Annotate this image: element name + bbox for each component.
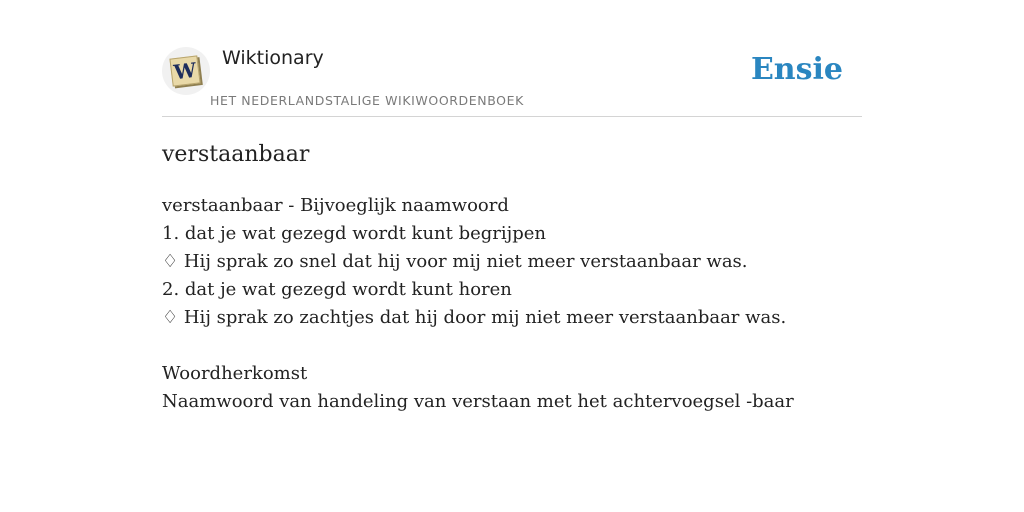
wiktionary-logo-icon[interactable] [162, 47, 210, 95]
logo-letter: W [172, 57, 198, 85]
etymology-text: Naamwoord van handeling van verstaan met het achtervoegsel -baar [162, 391, 794, 412]
page-title: verstaanbaar [162, 142, 310, 167]
definition-2: 2. dat je wat gezegd wordt kunt horen [162, 279, 512, 300]
ensie-brand-link[interactable]: Ensie [750, 52, 843, 87]
site-header [162, 44, 862, 117]
part-of-speech-line: verstaanbaar - Bijvoeglijk naamwoord [162, 195, 509, 216]
site-tagline: HET NEDERLANDSTALIGE WIKIWOORDENBOEK [210, 93, 524, 108]
example-2: ♢ Hij sprak zo zachtjes dat hij door mij niet meer verstaanbaar was. [162, 307, 787, 328]
definition-1: 1. dat je wat gezegd wordt kunt begrijpen [162, 223, 547, 244]
entry-body [162, 192, 862, 416]
site-name-link[interactable]: Wiktionary [222, 47, 324, 69]
example-1: ♢ Hij sprak zo snel dat hij voor mij niet meer verstaanbaar was. [162, 251, 748, 272]
etymology-heading: Woordherkomst [162, 363, 308, 384]
section-spacer [162, 332, 862, 360]
logo-tile [169, 55, 200, 86]
